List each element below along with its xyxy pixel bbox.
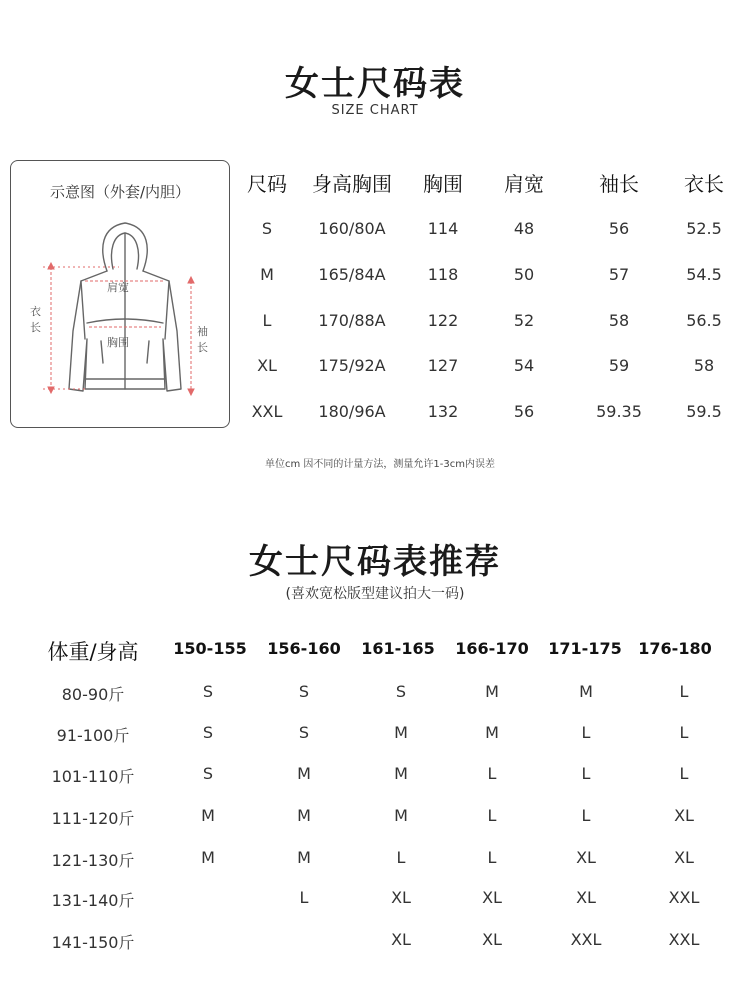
table-cell: L bbox=[262, 311, 272, 330]
recommendation-title: 女士尺码表推荐 bbox=[249, 542, 501, 582]
table-cell: 118 bbox=[427, 265, 459, 284]
table-cell: M bbox=[394, 764, 408, 783]
table-cell: 59.5 bbox=[686, 402, 722, 421]
diagram-caption: 示意图（外套/内胆） bbox=[49, 183, 191, 201]
weight-label: 131-140斤 bbox=[51, 891, 135, 910]
diagram-label-chest: 胸围 bbox=[107, 336, 129, 349]
table-cell: XL bbox=[674, 848, 694, 867]
header-sleeve: 袖长 bbox=[599, 172, 639, 196]
height-column-header: 176-180 bbox=[638, 639, 712, 658]
weight-label: 121-130斤 bbox=[51, 851, 135, 870]
table-cell: S bbox=[261, 219, 273, 238]
table-cell: 56 bbox=[513, 402, 535, 421]
recommendation-header-row bbox=[0, 636, 750, 676]
table-row bbox=[236, 311, 742, 351]
table-cell: M bbox=[201, 848, 215, 867]
table-cell: XL bbox=[576, 888, 596, 907]
table-cell: M bbox=[297, 764, 311, 783]
table-cell: M bbox=[485, 723, 499, 742]
table-cell: 114 bbox=[427, 219, 459, 238]
height-column-header: 171-175 bbox=[548, 639, 622, 658]
weight-label: 101-110斤 bbox=[51, 767, 135, 786]
table-cell: M bbox=[297, 848, 311, 867]
table-cell: 122 bbox=[427, 311, 459, 330]
table-cell: L bbox=[299, 888, 309, 907]
weight-label: 111-120斤 bbox=[51, 809, 135, 828]
table-cell: M bbox=[260, 265, 274, 284]
table-cell: L bbox=[581, 764, 591, 783]
table-row bbox=[236, 219, 742, 259]
table-cell: 59.35 bbox=[596, 402, 642, 421]
table-cell: L bbox=[487, 806, 497, 825]
table-cell: L bbox=[396, 848, 406, 867]
table-cell: M bbox=[394, 723, 408, 742]
table-cell: XXL bbox=[251, 402, 283, 421]
table-cell: XL bbox=[391, 930, 411, 949]
table-cell: 48 bbox=[513, 219, 535, 238]
table-cell: L bbox=[581, 806, 591, 825]
table-cell: XL bbox=[482, 888, 502, 907]
table-cell: XL bbox=[576, 848, 596, 867]
table-cell: M bbox=[297, 806, 311, 825]
table-cell: 56 bbox=[608, 219, 630, 238]
recommendation-subtitle: (喜欢宽松版型建议拍大一码) bbox=[285, 586, 465, 602]
weight-label: 80-90斤 bbox=[61, 685, 125, 704]
table-row bbox=[0, 723, 750, 763]
table-cell: L bbox=[679, 723, 689, 742]
table-cell: 132 bbox=[427, 402, 459, 421]
table-cell: XL bbox=[391, 888, 411, 907]
table-cell: 170/88A bbox=[318, 311, 386, 330]
table-row bbox=[0, 848, 750, 888]
table-row bbox=[0, 930, 750, 970]
height-column-header: 150-155 bbox=[173, 639, 247, 658]
table-cell: 160/80A bbox=[318, 219, 386, 238]
table-cell: 54 bbox=[513, 356, 535, 375]
diagram-label-shoulder: 肩宽 bbox=[107, 281, 129, 294]
table-cell: M bbox=[579, 682, 593, 701]
diagram-label-sleeve: 袖长 bbox=[197, 325, 208, 354]
table-cell: XXL bbox=[668, 930, 700, 949]
table-row bbox=[0, 888, 750, 928]
table-cell: M bbox=[485, 682, 499, 701]
corner-label: 体重/身高 bbox=[47, 640, 139, 664]
table-cell: 175/92A bbox=[318, 356, 386, 375]
measurement-diagram bbox=[10, 160, 230, 428]
table-cell: 52.5 bbox=[686, 219, 722, 238]
table-row bbox=[236, 356, 742, 396]
table-cell: M bbox=[201, 806, 215, 825]
diagram-label-body-length: 衣长 bbox=[30, 305, 41, 334]
table-cell: 50 bbox=[513, 265, 535, 284]
table-cell: L bbox=[679, 682, 689, 701]
table-row bbox=[0, 764, 750, 804]
size-chart-subtitle: SIZE CHART bbox=[331, 103, 419, 118]
height-column-header: 161-165 bbox=[361, 639, 435, 658]
weight-label: 91-100斤 bbox=[56, 726, 130, 745]
header-chest: 胸围 bbox=[423, 172, 463, 196]
table-cell: XXL bbox=[570, 930, 602, 949]
table-cell: S bbox=[298, 723, 310, 742]
size-chart-title: 女士尺码表 bbox=[285, 64, 465, 104]
table-cell: L bbox=[487, 848, 497, 867]
header-length: 衣长 bbox=[684, 172, 724, 196]
height-column-header: 166-170 bbox=[455, 639, 529, 658]
header-size: 尺码 bbox=[247, 172, 287, 196]
measurement-note: 单位cm 因不同的计量方法，测量允许1-3cm内误差 bbox=[265, 459, 495, 470]
table-cell: S bbox=[202, 764, 214, 783]
weight-label: 141-150斤 bbox=[51, 933, 135, 952]
table-cell: XL bbox=[257, 356, 277, 375]
height-column-header: 156-160 bbox=[267, 639, 341, 658]
table-cell: 180/96A bbox=[318, 402, 386, 421]
table-row bbox=[0, 682, 750, 722]
jacket-outline-icon bbox=[29, 211, 213, 411]
table-cell: M bbox=[394, 806, 408, 825]
table-row bbox=[236, 265, 742, 305]
table-cell: 52 bbox=[513, 311, 535, 330]
table-cell: 127 bbox=[427, 356, 459, 375]
table-cell: XL bbox=[482, 930, 502, 949]
size-chart-header-row bbox=[236, 168, 742, 208]
table-cell: S bbox=[202, 723, 214, 742]
table-cell: S bbox=[395, 682, 407, 701]
table-cell: XXL bbox=[668, 888, 700, 907]
table-cell: 54.5 bbox=[686, 265, 722, 284]
table-cell: 57 bbox=[608, 265, 630, 284]
table-cell: 58 bbox=[608, 311, 630, 330]
table-cell: 165/84A bbox=[318, 265, 386, 284]
table-cell: 58 bbox=[693, 356, 715, 375]
table-cell: 59 bbox=[608, 356, 630, 375]
table-cell: S bbox=[202, 682, 214, 701]
table-cell: 56.5 bbox=[686, 311, 722, 330]
table-cell: S bbox=[298, 682, 310, 701]
table-cell: L bbox=[679, 764, 689, 783]
table-cell: L bbox=[487, 764, 497, 783]
table-cell: XL bbox=[674, 806, 694, 825]
table-row bbox=[0, 806, 750, 846]
table-row bbox=[236, 402, 742, 442]
table-cell: L bbox=[581, 723, 591, 742]
header-height-chest: 身高胸围 bbox=[312, 172, 392, 196]
header-shoulder: 肩宽 bbox=[504, 172, 544, 196]
